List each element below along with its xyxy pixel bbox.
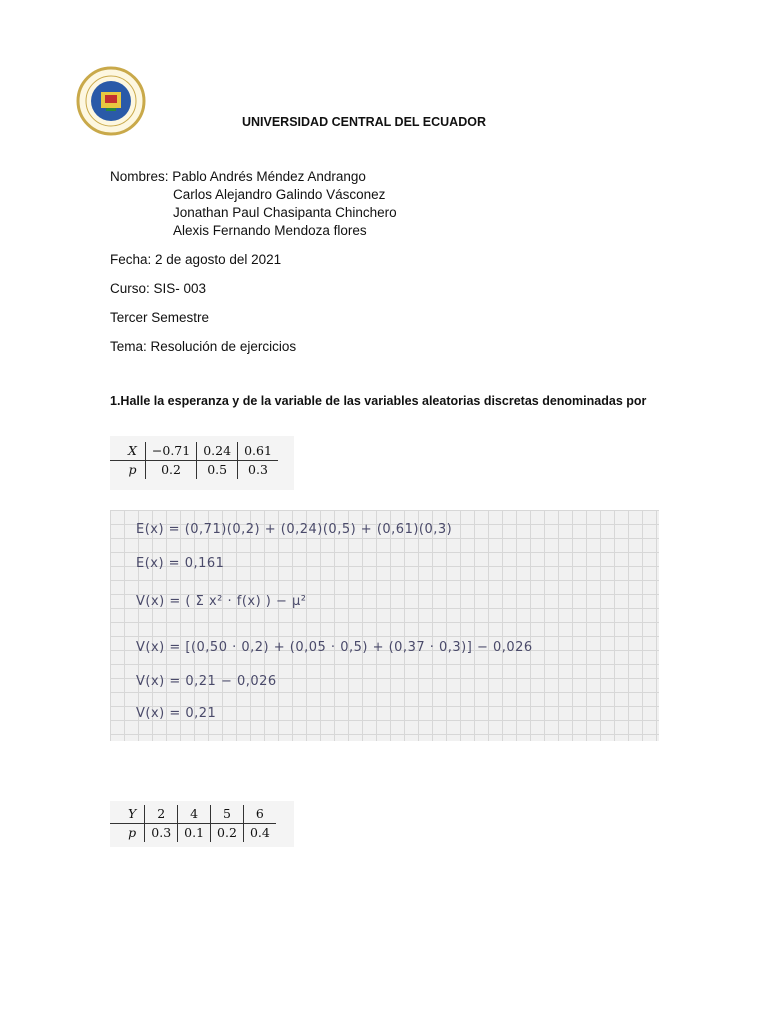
table-y bbox=[110, 801, 294, 847]
table-cell: 0.24 bbox=[197, 442, 238, 461]
table-cell: p bbox=[110, 824, 145, 843]
table-cell: 0.5 bbox=[197, 461, 238, 480]
table-cell: 0.3 bbox=[248, 462, 268, 477]
table-cell: 0.61 bbox=[238, 442, 278, 461]
date-line: Fecha: 2 de agosto del 2021 bbox=[110, 252, 282, 267]
table-cell: 5 bbox=[211, 805, 244, 824]
table-cell: Y bbox=[110, 805, 145, 824]
table-cell: 4 bbox=[178, 805, 211, 824]
table-cell: X bbox=[110, 442, 145, 461]
handwritten-line: V(x) = ( Σ x² · f(x) ) − μ² bbox=[136, 594, 307, 609]
table-cell: 6 bbox=[243, 805, 275, 824]
table-cell: 0.1 bbox=[178, 824, 211, 843]
handwritten-line: E(x) = (0,71)(0,2) + (0,24)(0,5) + (0,61)(0,3) bbox=[136, 522, 453, 537]
table-cell: 0.4 bbox=[249, 825, 270, 840]
name-item: Carlos Alejandro Galindo Vásconez bbox=[173, 187, 386, 202]
handwritten-line: V(x) = [(0,50 · 0,2) + (0,05 · 0,5) + (0,37 · 0,3)] − 0,026 bbox=[136, 640, 533, 655]
question-1: 1.Halle la esperanza y de la variable de las variables aleatorias discretas denominadas por bbox=[110, 394, 647, 408]
table-cell: p bbox=[110, 461, 145, 480]
semester-line: Tercer Semestre bbox=[110, 310, 210, 325]
table-cell: 0.2 bbox=[211, 824, 244, 843]
name-item: Jonathan Paul Chasipanta Chinchero bbox=[173, 205, 397, 220]
name-item: Alexis Fernando Mendoza flores bbox=[173, 223, 367, 238]
handwritten-line: E(x) = 0,161 bbox=[136, 556, 225, 571]
names-line: Nombres: Pablo Andrés Méndez Andrango bbox=[110, 169, 366, 184]
handwritten-line: V(x) = 0,21 − 0,026 bbox=[136, 674, 277, 689]
table-cell: 0.3 bbox=[145, 824, 178, 843]
table-x bbox=[110, 436, 294, 490]
table-cell: −0.71 bbox=[145, 442, 196, 461]
table-cell: 0.2 bbox=[145, 461, 196, 480]
course-line: Curso: SIS- 003 bbox=[110, 281, 207, 296]
table-cell: 2 bbox=[145, 805, 178, 824]
handwritten-solution bbox=[110, 510, 659, 741]
handwritten-line: V(x) = 0,21 bbox=[136, 706, 217, 721]
page-title: UNIVERSIDAD CENTRAL DEL ECUADOR bbox=[241, 115, 486, 129]
topic-line: Tema: Resolución de ejercicios bbox=[110, 339, 297, 354]
